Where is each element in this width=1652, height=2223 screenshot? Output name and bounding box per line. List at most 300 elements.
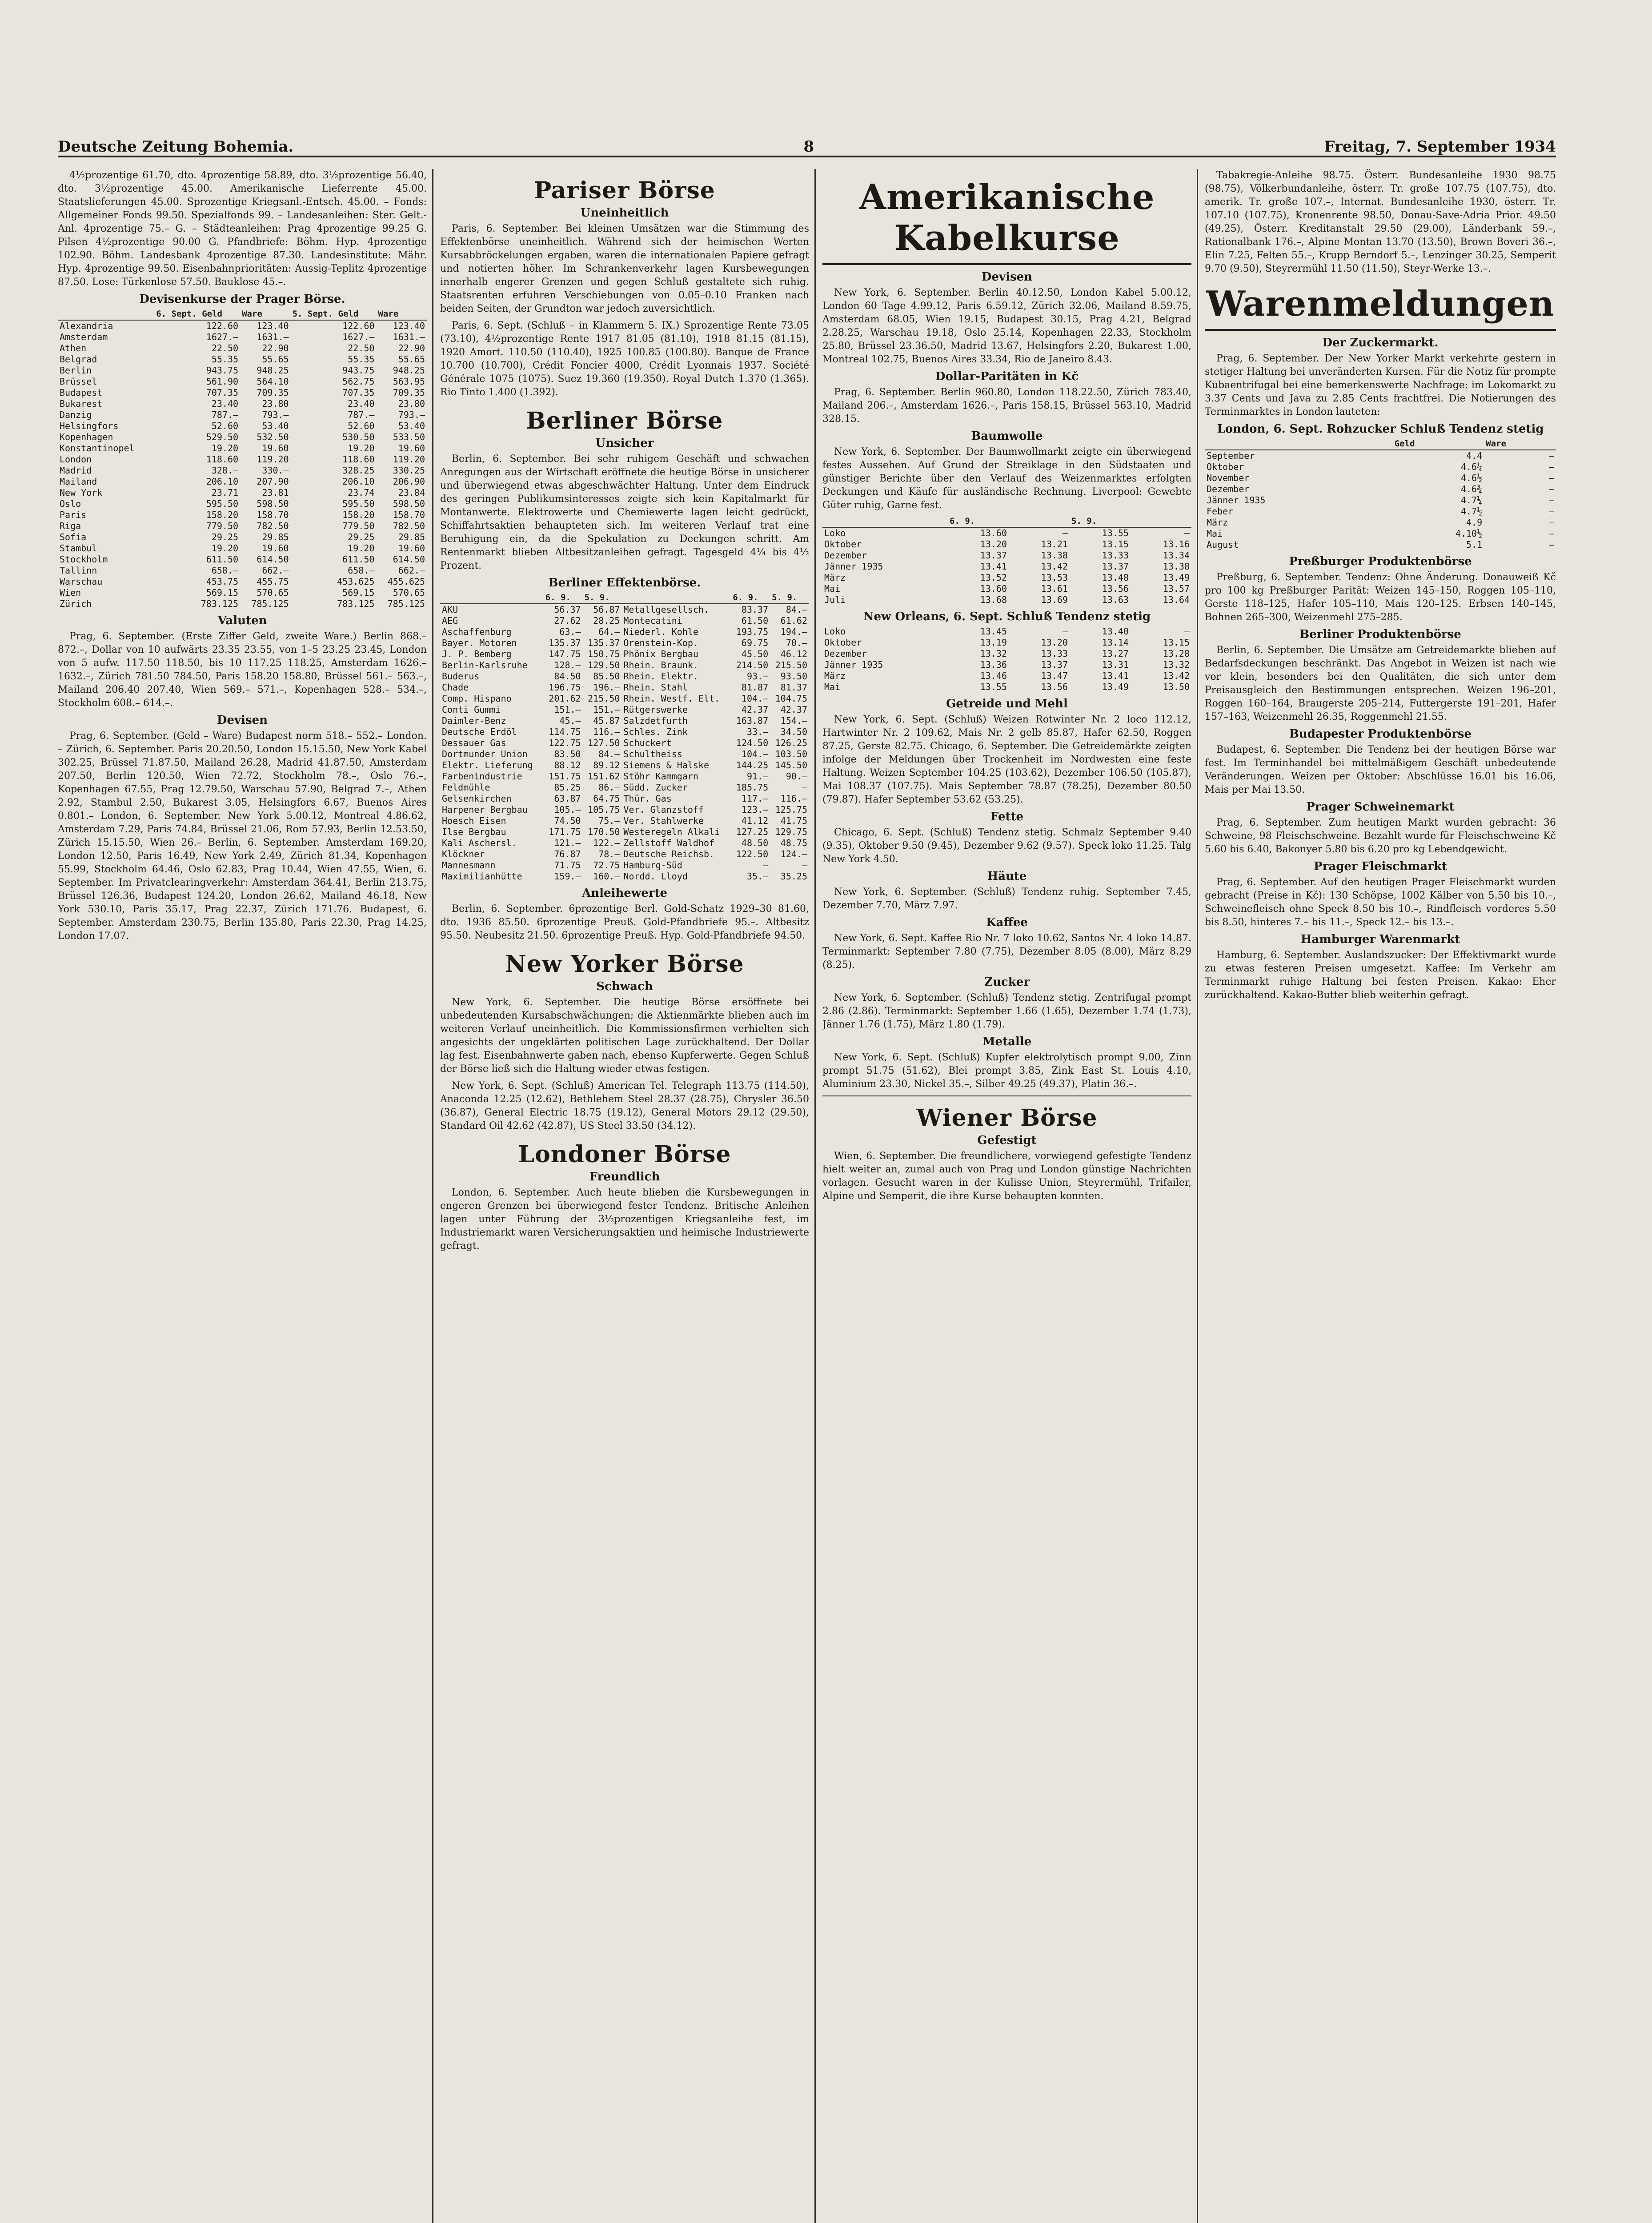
prager-schwein-text: Prag, 6. September. Zum heutigen Markt wurden gebracht: 36 Schweine, 98 Fleischschweine. Bezahlt wurde für Fleischschweine Kč 5.60 bis 6.40, Bakonyer 5.80 bis 6.20 pro kg Lebendgewicht. (1205, 817, 1556, 855)
table-cell: 145.50 (775, 760, 807, 770)
table-cell: 76.87 (554, 849, 581, 859)
table-cell: 90.– (786, 771, 807, 782)
prager-fleisch-text: Prag, 6. September. Auf den heutigen Prager Fleischmarkt wurden gebracht (Preise in Kč): 130 Schöpse, 1002 Kälber von 5.50 bis 10.–, Schweinefleisch ohne Speck 8.50 bis 10.–, Rindfleisch vorderes 5.50 bis 8.50, hinteres 7.– bis 11.–, Speck 12.– bis 13.–. (1205, 877, 1556, 928)
table-cell: 13.60 (980, 528, 1007, 538)
table-cell: 13.34 (1163, 550, 1190, 561)
table-cell: 118.60 (342, 454, 375, 465)
table-cell: Athen (60, 343, 87, 353)
table-cell: 104.75 (775, 693, 807, 704)
table-cell: 533.50 (393, 432, 425, 442)
table-cell: — (1062, 528, 1068, 538)
table-cell: — (1062, 626, 1068, 637)
table-cell: Schuckert (623, 738, 672, 748)
table-cell: Comp. Hispano (442, 693, 512, 704)
table-cell: 117.– (741, 793, 769, 804)
table-cell: 709.35 (257, 387, 289, 398)
table-row (440, 704, 809, 715)
table-cell: 194.– (780, 626, 807, 637)
table-cell: 41.75 (780, 815, 807, 826)
table-row (440, 693, 809, 704)
table-cell: Feber (1207, 506, 1234, 517)
table-cell: 23.84 (398, 487, 425, 498)
prager-fleisch-sub: Prager Fleischmarkt (1314, 860, 1447, 873)
berlin-sub: Unsicher (595, 437, 654, 450)
table-cell: 29.85 (398, 532, 425, 542)
table-cell: Oktober (1207, 461, 1244, 472)
table-row (440, 771, 809, 782)
pressburg-sub: Preßburger Produktenbörse (1289, 555, 1472, 568)
table-cell: 56.87 (593, 604, 620, 615)
table-cell: 89.12 (593, 760, 620, 770)
table-cell: 116.– (593, 726, 620, 737)
table-cell: 207.90 (257, 476, 289, 487)
table-cell: 4.9 (1466, 517, 1483, 528)
table-row (58, 465, 427, 476)
table-cell: J. P. Bemberg (442, 649, 512, 659)
table-cell: 48.75 (780, 838, 807, 848)
table-cell: Stambul (60, 543, 97, 554)
table-cell: 564.10 (257, 376, 289, 387)
table-cell: 13.37 (1102, 561, 1129, 572)
table-cell: 129.50 (588, 660, 620, 670)
table-cell: 13.56 (1041, 682, 1068, 692)
table-cell: 163.87 (736, 715, 769, 726)
table-cell: Warschau (60, 576, 103, 587)
table-cell: 126.25 (775, 738, 807, 748)
table-cell: Buderus (442, 671, 480, 682)
warenmeldungen-heading: Warenmeldungen (1205, 284, 1556, 331)
table-cell: 55.35 (348, 354, 375, 365)
table-cell: 943.75 (206, 365, 239, 376)
table-cell: 206.90 (393, 476, 425, 487)
table-cell: 13.68 (980, 594, 1007, 605)
table-cell: 103.50 (775, 749, 807, 759)
running-head (58, 133, 1556, 157)
table-cell: Dessauer Gas (442, 738, 506, 748)
table-row (822, 550, 1191, 561)
table-cell: Oktober (824, 637, 862, 648)
table-cell: 943.75 (342, 365, 375, 376)
table-cell: Jänner 1935 (1207, 495, 1266, 506)
table-cell: Wien (60, 587, 81, 598)
table-cell: 215.50 (775, 660, 807, 670)
table-cell: 105.– (554, 804, 581, 815)
table-cell: 783.125 (200, 598, 239, 609)
table-cell: 85.50 (593, 671, 620, 682)
table-cell: 13.40 (1102, 626, 1129, 637)
table-cell: Dezember (824, 648, 867, 659)
table-cell: Hoesch Eisen (442, 815, 506, 826)
table-cell: 455.75 (257, 576, 289, 587)
table-cell: 35.25 (780, 871, 807, 882)
table-cell: 13.31 (1102, 659, 1129, 670)
table-cell: 28.25 (593, 615, 620, 626)
dollar-paritaeten-text: Prag, 6. September. Berlin 960.80, London 118.22.50, Zürich 783.40, Mailand 206.–, Amsterdam 1626.–, Paris 158.15, Brüssel 563.10, Madrid 328.15. (822, 387, 1191, 425)
table-cell: 569.15 (342, 587, 375, 598)
baumwolle-sub: Baumwolle (971, 429, 1043, 443)
table-cell: Mai (1207, 528, 1223, 539)
table-row (58, 532, 427, 543)
table-cell: 19.20 (211, 543, 239, 554)
table-cell: Helsingfors (60, 421, 119, 431)
table-row (440, 726, 809, 738)
table-cell: 529.50 (206, 432, 239, 442)
dollar-paritaeten-sub: Dollar-Paritäten in Kč (935, 370, 1079, 383)
table-cell: Aschaffenburg (442, 626, 512, 637)
table-cell: 530.50 (342, 432, 375, 442)
table-cell: 121.– (554, 838, 581, 848)
table-cell: 45.87 (593, 715, 620, 726)
table-cell: 45.– (559, 715, 581, 726)
table-row (822, 659, 1191, 670)
table-row (1205, 461, 1556, 473)
table-cell: 13.50 (1163, 682, 1190, 692)
table-row (1205, 484, 1556, 495)
table-cell: 159.– (554, 871, 581, 882)
table-cell: 215.50 (588, 693, 620, 704)
table-cell: August (1207, 539, 1239, 550)
table-cell: 104.– (741, 749, 769, 759)
metalle-sub: Metalle (982, 1035, 1032, 1048)
table-row (440, 849, 809, 860)
table-cell: 779.50 (206, 521, 239, 531)
table-cell: 13.61 (1041, 583, 1068, 594)
table-cell: 72.75 (593, 860, 620, 871)
table-cell: Feldmühle (442, 782, 490, 793)
table-cell: Salzdetfurth (623, 715, 688, 726)
page-number: 8 (803, 138, 814, 156)
table-cell: Rhein. Braunk. (623, 660, 698, 670)
table-cell: 151.62 (588, 771, 620, 782)
column-rule (1197, 169, 1198, 2223)
table-cell: 13.38 (1041, 550, 1068, 561)
table-row (58, 376, 427, 387)
table-cell: Klöckner (442, 849, 485, 859)
table-row (440, 804, 809, 815)
table-row (440, 649, 809, 660)
table-row (58, 554, 427, 565)
newyork-quotes: New York, 6. Sept. (Schluß) American Tel. Telegraph 113.75 (114.50), Anaconda 12.25 (12.62), Bethlehem Steel 28.37 (28.75), Chrysler 36.50 (36.87), General Electric 18.75 (19.12), General Motors 29.12 (29.50), Standard Oil 42.62 (42.87), US Steel 33.50 (34.12). (440, 1080, 809, 1132)
table-cell: 13.55 (980, 682, 1007, 692)
table-cell: 328.25 (342, 465, 375, 476)
getreide-text: New York, 6. Sept. (Schluß) Weizen Rotwinter Nr. 2 loco 112.12, Hartwinter Nr. 2 109.62, Mais Nr. 2 gelb 85.87, Hafer 62.50, Roggen 87.25, Gerste 82.75. Chicago, 6. September. Die Getreidemärkte zeigten infolge der Meldungen über Trockenheit im Nordwesten eine feste Haltung. Weizen September 104.25 (103.62), Dezember 106.50 (105.87), Mai 108.37 (107.75). Mais September 78.87 (78.25), Dezember 80.50 (79.87). Hafer September 53.62 (53.25). (822, 714, 1191, 805)
table-cell: Mailand (60, 476, 97, 487)
table-cell: Oslo (60, 498, 81, 509)
table-cell: 779.50 (342, 521, 375, 531)
table-cell: Rhein. Elektr. (623, 671, 698, 682)
table-header-cell: Ware (1484, 438, 1556, 450)
table-cell: — (1548, 461, 1554, 472)
table-cell: 13.33 (1041, 648, 1068, 659)
table-cell: 455.625 (387, 576, 425, 587)
table-cell: AEG (442, 615, 458, 626)
hamburg-text: Hamburg, 6. September. Auslandszucker: Der Effektivmarkt wurde zu etwas festeren Preisen umgesetzt. Kaffee: Im Verkehr am Terminmarkt ruhige Haltung bei festen Preisen. Kakao: Eher zurückhaltend. Kakao-Butter blieb weiterhin gefragt. (1205, 950, 1556, 1001)
table-cell: 13.64 (1163, 594, 1190, 605)
table-cell: 55.65 (398, 354, 425, 365)
table-cell: 158.20 (206, 510, 239, 520)
table-cell: Dezember (824, 550, 867, 561)
table-header-cell: 5. 9. (583, 592, 622, 604)
table-cell: — (1548, 539, 1554, 550)
table-cell: 13.14 (1102, 637, 1129, 648)
table-row (822, 594, 1191, 606)
table-cell: 709.35 (393, 387, 425, 398)
table-cell: Bukarest (60, 398, 103, 409)
table-row (58, 576, 427, 587)
table-cell: — (1548, 484, 1554, 494)
table-cell: Berlin (60, 365, 92, 376)
table-cell: 1627.– (206, 332, 239, 342)
table-header-cell: 5. Sept. Geld (291, 309, 377, 320)
table-cell: Oktober (824, 539, 862, 550)
table-header-cell (622, 592, 731, 604)
table-cell: AKU (442, 604, 458, 615)
table-cell: 658.– (211, 565, 239, 576)
table-cell: Bayer. Motoren (442, 638, 517, 648)
table-cell: 614.50 (393, 554, 425, 565)
table-cell: 13.46 (980, 670, 1007, 681)
anleihe-heading: Anleihewerte (582, 887, 667, 900)
table-cell: 42.37 (780, 704, 807, 715)
table-cell: Rütgerswerke (623, 704, 688, 715)
table-cell: 707.35 (206, 387, 239, 398)
table-cell: Jänner 1935 (824, 659, 883, 670)
table-cell: 158.70 (393, 510, 425, 520)
paris-quotes: Paris, 6. Sept. (Schluß – in Klammern 5. IX.) Sprozentige Rente 73.05 (73.10), 4½prozentige Rente 1917 81.05 (81.10), 1918 81.15 (81.15), 1920 Amort. 110.50 (110.40), 1925 100.85 (100.80). Banque de France 10.700 (10.700), Crédit Foncier 4000, Crédit Lyonnais 1937. Société Générale 1075 (1075). Suez 19.360 (19.350). Royal Dutch 1.370 (1.365). Rio Tinto 1.400 (1.392). (440, 320, 809, 398)
wien-sub: Gefestigt (977, 1134, 1037, 1147)
table-cell: 55.35 (211, 354, 239, 365)
table-cell: 71.75 (554, 860, 581, 871)
table-cell: 123.– (741, 804, 769, 815)
table-cell: 570.65 (257, 587, 289, 598)
table-cell: 23.71 (211, 487, 239, 498)
table-cell: 13.47 (1041, 670, 1068, 681)
table-cell: 84.– (598, 749, 620, 759)
table-cell: 785.125 (387, 598, 425, 609)
table-cell: Montecatini (623, 615, 682, 626)
table-row (440, 738, 809, 749)
zuckermarkt-text: Prag, 6. September. Der New Yorker Markt verkehrte gestern in stetiger Haltung bei unveränderten Kursen. Für die Notiz für prompte Kubaentrifugal bei eine bemerkenswerte Nachfrage: im Lokomarkt zu 3.37 Cents und Java zu 2.85 Cents frachtfrei. Die Notierungen des Terminmarktes in London lauteten: (1205, 353, 1556, 417)
table-cell: 4.6½ (1460, 473, 1483, 483)
table-cell: November (1207, 473, 1250, 483)
table-cell: 45.50 (741, 649, 769, 659)
haeute-text: New York, 6. September. (Schluß) Tendenz ruhig. September 7.45, Dezember 7.70, März 7.97. (822, 887, 1191, 911)
table-cell: 5.1 (1466, 539, 1483, 550)
table-cell: 22.90 (398, 343, 425, 353)
table-row (822, 637, 1191, 648)
table-cell: 13.38 (1163, 561, 1190, 572)
table-cell: 13.15 (1102, 539, 1129, 550)
table-header-cell: Geld (1393, 438, 1484, 450)
table-cell: 783.125 (337, 598, 375, 609)
table-cell: 785.125 (251, 598, 289, 609)
table-cell: Nordd. Lloyd (623, 871, 688, 882)
table-row (440, 749, 809, 760)
table-header-cell (58, 309, 154, 320)
table-cell: 114.75 (549, 726, 581, 737)
table-cell: 1627.– (342, 332, 375, 342)
table-header-cell: 5. 9. (770, 592, 809, 604)
table-cell: 4.7½ (1460, 506, 1483, 517)
table-row (440, 660, 809, 671)
table-row (58, 409, 427, 421)
table-cell: 104.– (741, 693, 769, 704)
table-cell: 84.– (786, 604, 807, 615)
table-cell: 13.53 (1041, 572, 1068, 583)
table-cell: 13.20 (1041, 637, 1068, 648)
table-cell: 53.40 (262, 421, 289, 431)
table-cell: Madrid (60, 465, 92, 476)
table-cell: 127.25 (736, 827, 769, 837)
table-cell: 13.42 (1041, 561, 1068, 572)
table-cell: 13.63 (1102, 594, 1129, 605)
table-cell: Deutsche Erdöl (442, 726, 517, 737)
table-row (1205, 506, 1556, 517)
table-cell: Loko (824, 528, 846, 538)
table-cell: 127.50 (588, 738, 620, 748)
cotton-no-label: New Orleans, 6. Sept. Schluß Tendenz stetig (863, 610, 1151, 623)
table-cell: 151.– (554, 704, 581, 715)
table-cell: 48.50 (741, 838, 769, 848)
table-cell: 119.20 (393, 454, 425, 465)
table-cell: New York (60, 487, 103, 498)
table-cell: 595.50 (206, 498, 239, 509)
table-cell: 570.65 (393, 587, 425, 598)
table-cell: 22.90 (262, 343, 289, 353)
zucker-text: New York, 6. September. (Schluß) Tendenz stetig. Zentrifugal prompt 2.86 (2.86). Terminmarkt: September 1.66 (1.65), Dezember 1.74 (1.73), Jänner 1.76 (1.75), März 1.80 (1.79). (822, 992, 1191, 1030)
table-cell: Rhein. Stahl (623, 682, 688, 693)
table-cell: — (1548, 495, 1554, 506)
table-cell: Chade (442, 682, 469, 693)
table-cell: Riga (60, 521, 81, 531)
table-row (822, 561, 1191, 572)
table-cell: 793.– (398, 409, 425, 420)
table-cell: 13.56 (1102, 583, 1129, 594)
table-cell: 81.87 (741, 682, 769, 693)
table-cell: Tallinn (60, 565, 97, 576)
table-cell: Ver. Glanzstoff (623, 804, 704, 815)
table-cell: 158.70 (257, 510, 289, 520)
cotton-no-table (822, 626, 1191, 693)
table-cell: Daimler-Benz (442, 715, 506, 726)
table-row (58, 421, 427, 432)
table-cell: 328.– (211, 465, 239, 476)
table-cell: 23.40 (211, 398, 239, 409)
table-cell: 13.52 (980, 572, 1007, 583)
table-cell: 13.36 (980, 659, 1007, 670)
table-header-cell: 6. 9. (544, 592, 583, 604)
metalle-text: New York, 6. Sept. (Schluß) Kupfer elektrolytisch prompt 9.00, Zinn prompt 51.75 (51.62), Blei prompt 3.85, Zink East St. Louis 4.10, Aluminium 23.30, Nickel 35.–, Silber 49.25 (49.37), Platin 36.–. (822, 1052, 1191, 1090)
table-row (58, 587, 427, 598)
table-cell: März (824, 572, 846, 583)
table-cell: Ver. Stahlwerke (623, 815, 704, 826)
table-row (822, 648, 1191, 659)
table-cell: März (824, 670, 846, 681)
table-cell: Elektr. Lieferung (442, 760, 533, 770)
table-cell: — (1548, 450, 1554, 461)
table-cell: 13.45 (980, 626, 1007, 637)
table-cell: 13.32 (1163, 659, 1190, 670)
table-cell: 19.60 (262, 543, 289, 554)
table-row (58, 521, 427, 532)
table-cell: 13.27 (1102, 648, 1129, 659)
table-header-cell: 6. 9. (948, 516, 1009, 527)
vienna-quotes-text: Tabakregie-Anleihe 98.75. Österr. Bundesanleihe 1930 98.75 (98.75), Völkerbundanleihe, österr. Tr. große 107.75 (107.75), dto. amerik. Tr. große 107.–, Internat. Bundesanleihe 1930, österr. Tr. 107.10 (107.75), Kronenrente 98.50, Donau-Save-Adria Prior. 49.50 (49.25), Österr. Kreditanstalt 29.50 (29.00), Länderbank 59.–, Rationalbank 176.–, Alpine Montan 13.70 (13.50), Brown Boveri 36.–, Elin 7.25, Felten 55.–, Krupp Berndorf 5.–, Lenzinger 30.25, Semperit 9.70 (9.50), Steyrermühl 11.50 (11.50), Steyr-Werke 13.–. (1205, 170, 1556, 274)
table-cell: 63.– (559, 626, 581, 637)
table-cell: 88.12 (554, 760, 581, 770)
column-2 (440, 169, 809, 2223)
table-cell: 196.– (593, 682, 620, 693)
table-cell: 948.25 (393, 365, 425, 376)
table-cell: September (1207, 450, 1255, 461)
table-cell: 29.25 (348, 532, 375, 542)
table-cell: — (1548, 517, 1554, 528)
table-row (440, 671, 809, 682)
table-cell: 453.625 (337, 576, 375, 587)
column-4 (1205, 169, 1556, 2223)
table-cell: 91.– (746, 771, 769, 782)
table-cell: 330.– (262, 465, 289, 476)
table-row (58, 398, 427, 409)
bond-quotes-text: 4½prozentige 61.70, dto. 4prozentige 58.89, dto. 3½prozentige 56.40, dto. 3½prozentige 45.00. Amerikanische Lieferrente 45.00. Staatslieferungen 45.00. Sprozentige Kriegsanl.-Entsch. 45.00. – Fonds: Allgemeiner Fonds 99.50. Spezialfonds 99. – Landesanleihen: Ster. Gelt.-Anl. 4prozentige 75.– G. – Städteanleihen: Prag 4prozentige 99.25 G. Pilsen 4½prozentige 90.00 G. Pfandbriefe: Böhm. Hyp. 4prozentige 102.90. Böhm. Landesbank 4prozentige 87.30. Landesinstitute: Mähr. Hyp. 4prozentige 99.50. Eisenbahnprioritäten: Aussig-Teplitz 4prozentige 87.50. Lose: Türkenlose 57.50. Bauklose 45.–. (58, 170, 427, 288)
table-cell: 13.69 (1041, 594, 1068, 605)
valuten-heading: Valuten (217, 614, 267, 627)
table-cell: 42.37 (741, 704, 769, 715)
table-cell: — (802, 860, 807, 871)
table-cell: Hamburg-Süd (623, 860, 682, 871)
table-cell: 330.25 (393, 465, 425, 476)
column-1 (58, 169, 427, 2223)
table-cell: 158.20 (342, 510, 375, 520)
table-cell: 85.25 (554, 782, 581, 793)
table-cell: Dortmunder Union (442, 749, 528, 759)
table-cell: 29.25 (211, 532, 239, 542)
table-cell: 81.37 (780, 682, 807, 693)
table-cell: 193.75 (736, 626, 769, 637)
table-cell: 53.40 (398, 421, 425, 431)
table-cell: Dezember (1207, 484, 1250, 494)
table-cell: 453.75 (206, 576, 239, 587)
table-cell: Kopenhagen (60, 432, 113, 442)
table-cell: Maximilianhütte (442, 871, 522, 882)
table-row (1205, 473, 1556, 484)
table-row (58, 543, 427, 554)
fette-sub: Fette (990, 810, 1024, 823)
table-cell: 1631.– (257, 332, 289, 342)
table-header-cell (1205, 438, 1393, 450)
table-cell: 662.– (262, 565, 289, 576)
table-row (1205, 495, 1556, 506)
budapest-sub: Budapester Produktenbörse (1289, 727, 1472, 741)
table-cell: 595.50 (342, 498, 375, 509)
table-cell: 562.75 (342, 376, 375, 387)
table-cell: Mai (824, 682, 841, 692)
table-cell: 124.50 (736, 738, 769, 748)
table-cell: 13.37 (980, 550, 1007, 561)
table-cell: Siemens & Halske (623, 760, 710, 770)
table-cell: Rhein. Westf. Elt. (623, 693, 720, 704)
table-cell: 787.– (348, 409, 375, 420)
table-cell: 782.50 (257, 521, 289, 531)
table-row (1205, 528, 1556, 539)
table-cell: — (1548, 506, 1554, 517)
table-row (58, 598, 427, 610)
table-row (440, 638, 809, 649)
table-cell: Thür. Gas (623, 793, 672, 804)
table-cell: 27.62 (554, 615, 581, 626)
table-cell: 33.– (746, 726, 769, 737)
newyork-sub: Schwach (596, 980, 653, 993)
